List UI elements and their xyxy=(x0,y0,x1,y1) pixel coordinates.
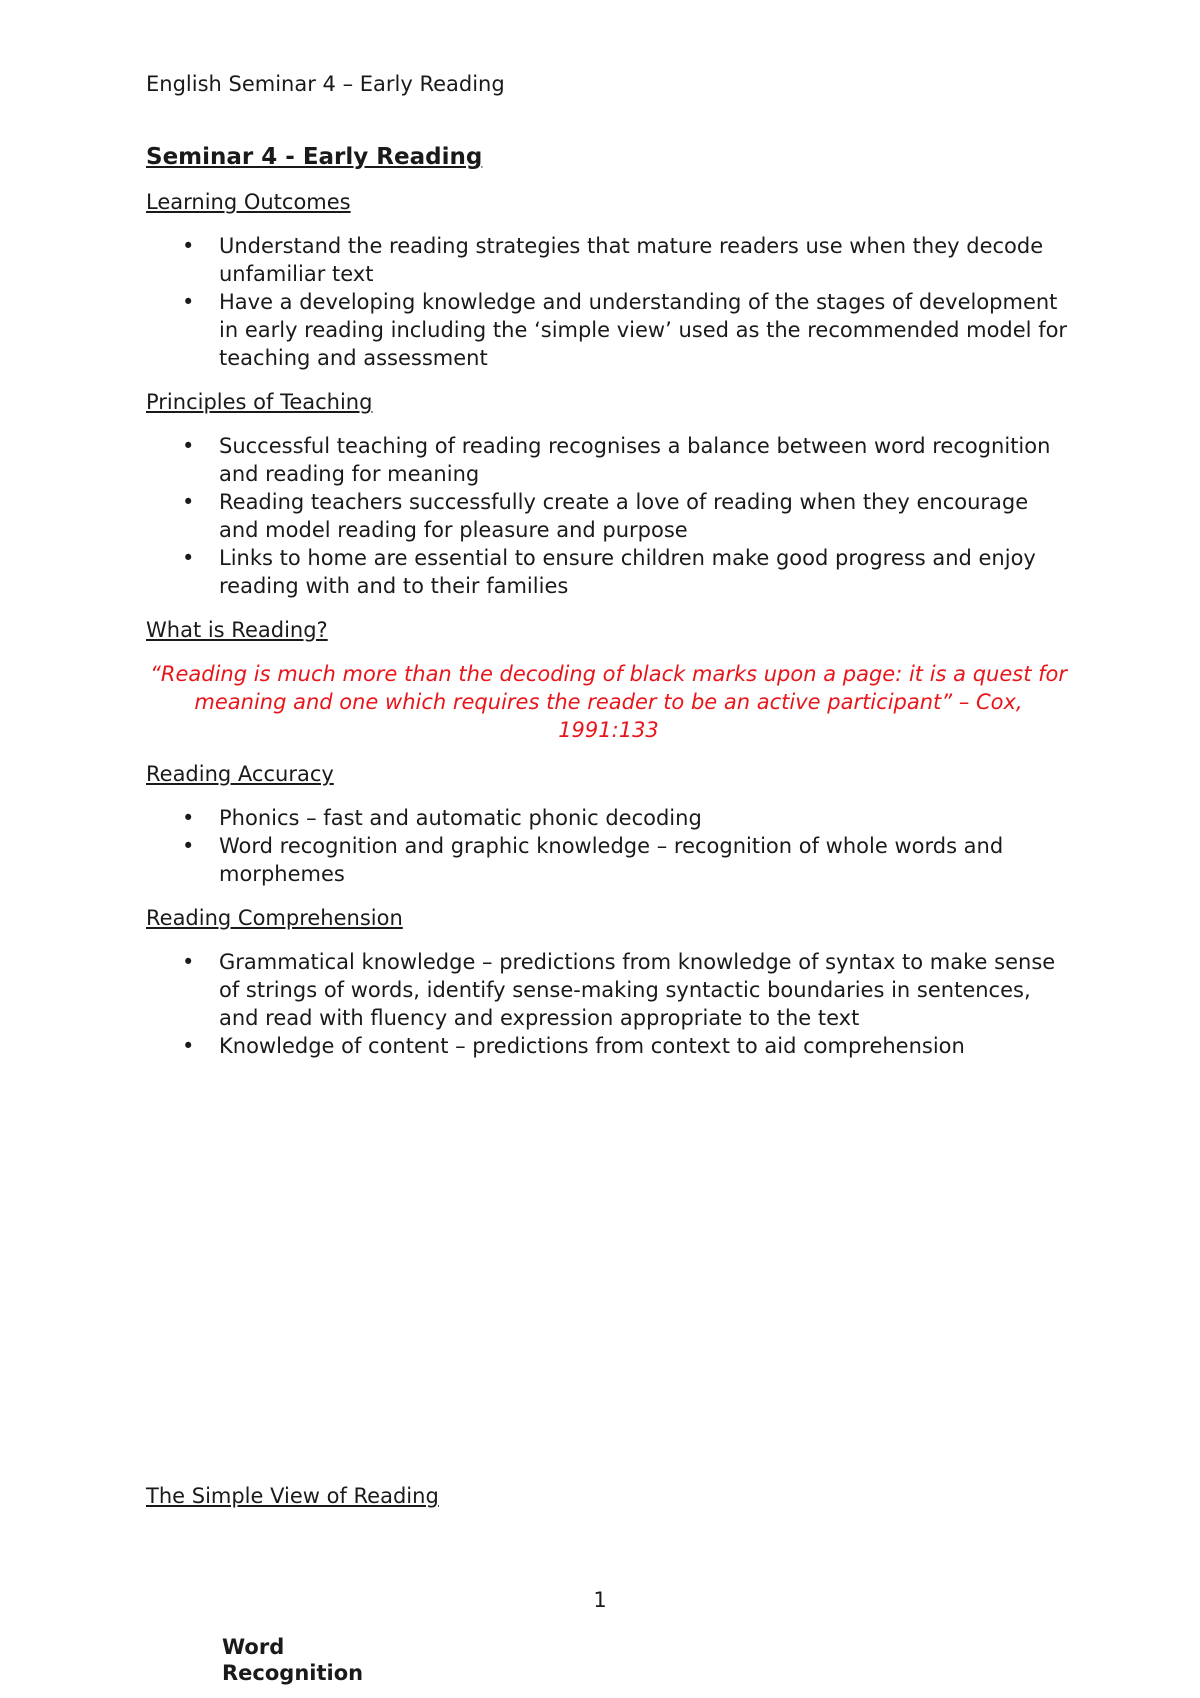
list-item: • Links to home are essential to ensure children make good progress and enjoy reading with and to their families xyxy=(146,544,1071,600)
list-item: • Word recognition and graphic knowledge – recognition of whole words and morphemes xyxy=(146,832,1071,888)
page-number: 1 xyxy=(593,1588,607,1612)
section-heading-simple-view-of-reading: The Simple View of Reading xyxy=(146,1484,439,1508)
diagram-label-word-recognition: Word Recognition xyxy=(222,1635,364,1685)
list-item: • Grammatical knowledge – predictions from knowledge of syntax to make sense of strings of words, identify sense-making syntactic boundaries in sentences, and read with fluency and expression appropriate to the text xyxy=(146,948,1071,1032)
document-title: Seminar 4 - Early Reading xyxy=(146,144,483,170)
section-heading-reading-accuracy: Reading Accuracy xyxy=(146,762,334,786)
section-heading-what-is-reading: What is Reading? xyxy=(146,618,328,642)
list-item: • Reading teachers successfully create a love of reading when they encourage and model reading for pleasure and purpose xyxy=(146,488,1071,544)
list-item: • Knowledge of content – predictions from context to aid comprehension xyxy=(146,1032,1071,1060)
section-heading-principles-of-teaching: Principles of Teaching xyxy=(146,390,373,414)
list-item: • Have a developing knowledge and understanding of the stages of development in early reading including the ‘simple view’ used as the recommended model for teaching and assessment xyxy=(146,288,1071,372)
reading-comprehension-list xyxy=(146,948,1071,1060)
list-item: • Understand the reading strategies that mature readers use when they decode unfamiliar text xyxy=(146,232,1071,288)
list-item: • Successful teaching of reading recognises a balance between word recognition and reading for meaning xyxy=(146,432,1071,488)
list-item: • Phonics – fast and automatic phonic decoding xyxy=(146,804,1071,832)
principles-of-teaching-list xyxy=(146,432,1071,600)
reading-accuracy-list xyxy=(146,804,1071,888)
reading-quote: “Reading is much more than the decoding of black marks upon a page: it is a quest for meaning and one which requires the reader to be an active participant” – Cox, 1991:133 xyxy=(150,662,1067,742)
document-body xyxy=(146,142,1071,1076)
running-header: English Seminar 4 – Early Reading xyxy=(146,72,505,96)
learning-outcomes-list xyxy=(146,232,1071,372)
section-heading-learning-outcomes: Learning Outcomes xyxy=(146,190,351,214)
section-heading-reading-comprehension: Reading Comprehension xyxy=(146,906,403,930)
